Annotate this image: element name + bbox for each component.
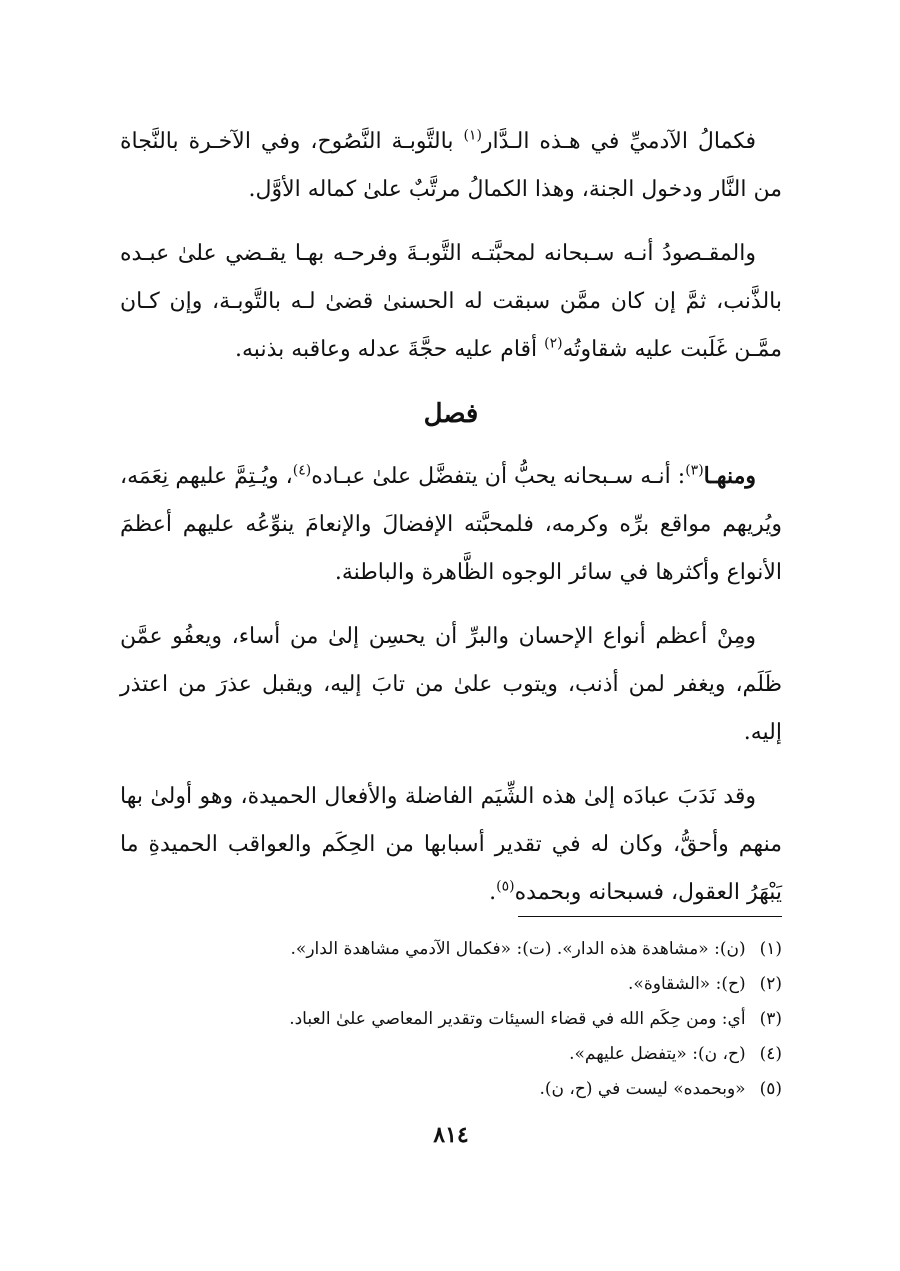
paragraph-1-text-cont: بالتَّوبـة النَّصُوح، وفي الآخـرة بالنَّجاة من النَّار ودخول الجنة، وهذا الكمالُ مرتَّبٌ علىٰ كماله الأوَّل. [120,129,782,202]
body-text-bottom [120,452,782,917]
footnote-separator [518,916,782,917]
paragraph-4-text: ومِنْ أعظم أنواع الإحسان والبرِّ أن يحسِن إلىٰ من أساء، ويعفُو عمَّن ظَلَم، ويغفر لمن أذنب، ويتوب علىٰ من تابَ إليه، ويقبل عذرَ من اعتذر إليه. [120,624,782,745]
footnotes-list [120,932,782,1107]
footnote-ref-1: (١) [463,127,482,144]
section-heading: فصل [423,399,479,429]
footnote-3 [120,1002,782,1037]
paragraph-5-text: وقد نَدَبَ عبادَه إلىٰ هذه الشِّيَم الفاضلة والأفعال الحميدة، وهو أولىٰ بها منهم وأحقُّ، وكان له في تقدير أسبابها من الحِكَم والعواقب الحميدةِ ما يَبْهَرُ العقول، فسبحانه وبحمده [120,784,783,905]
footnote-2 [120,967,782,1002]
footnote-4 [120,1037,782,1072]
footnote-3-text: أي: ومن حِكَم الله في قضاء السيئات وتقدير المعاصي علىٰ العباد. [289,1009,746,1029]
paragraph-5 [120,773,782,917]
footnote-ref-5: (٥) [496,878,515,895]
footnote-ref-3: (٣) [685,462,704,479]
footnote-4-number: (٤) [759,1044,782,1064]
footnote-2-text: (ح): «الشقاوة». [628,974,746,994]
footnote-1-text: (ن): «مشاهدة هذه الدار». (ت): «فكمال الآدمي مشاهدة الدار». [290,939,746,959]
paragraph-2 [120,230,782,374]
paragraph-1-text: فكمالُ الآدميِّ في هـذه الـدَّار [481,129,756,154]
paragraph-5-text-cont: . [489,880,497,905]
footnote-2-number: (٢) [759,974,782,994]
footnote-5 [120,1072,782,1107]
footnote-ref-4: (٤) [292,462,312,479]
footnote-3-number: (٣) [759,1009,782,1029]
paragraph-3-lead: ومنهـا [703,463,756,489]
footnote-1-number: (١) [759,939,782,959]
page-number: ٨١٤ [433,1122,469,1148]
paragraph-4 [120,613,782,757]
footnote-4-text: (ح، ن): «يتفضل عليهم». [569,1044,746,1064]
paragraph-2-text-cont: أقام عليه حجَّةَ عدله وعاقبه بذنبه. [235,337,545,362]
footnote-5-text: «وبحمده» ليست في (ح، ن). [539,1079,746,1099]
paragraph-3-text: : أنـه سـبحانه يحبُّ أن يتفضَّل علىٰ عبـاده [311,464,686,489]
paragraph-1 [120,118,782,214]
paragraph-3 [120,452,782,597]
paragraph-2-text: والمقـصودُ أنـه سـبحانه لمحبَّتـه التَّوبـةَ وفرحـه بهـا يقـضي علىٰ عبـده بالذَّنب، ثمَّ إن كان ممَّن سبقت له الحسنىٰ قضىٰ لـه بالتَّوبـة، وإن كـان ممَّـن غَلَبت عليه شقاوتُه [120,241,782,362]
body-text-top [120,118,782,374]
footnote-5-number: (٥) [759,1079,782,1099]
paragraph-3-text-cont: ، ويُـتِمَّ عليهم نِعَمَه، ويُريهم مواقع برِّه وكرمه، فلمحبَّته الإفضالَ والإنعامَ ينوِّعُه عليهم أعظمَ الأنواع وأكثرها في سائر الوجوه الظَّاهرة والباطنة. [119,464,782,585]
footnote-ref-2: (٢) [544,335,563,352]
document-page [119,118,783,1148]
footnote-1 [120,932,782,967]
